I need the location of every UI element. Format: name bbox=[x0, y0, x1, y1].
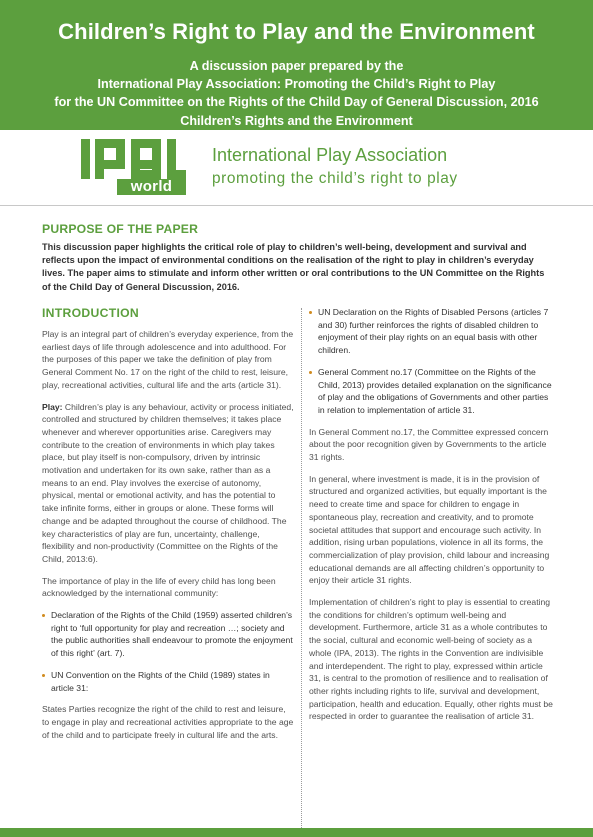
document-subtitle bbox=[0, 57, 593, 130]
document-title: Children’s Right to Play and the Environment bbox=[58, 19, 535, 44]
bullet-item: UN Declaration on the Rights of Disabled Persons (articles 7 and 30) further reinforces the rights of disabled children to enjoyment of their play rights on an equal basis with other children. bbox=[309, 306, 554, 357]
body-paragraph: Implementation of children’s right to play is essential to creating the conditions for children’s optimum well-being and development. Furthermore, article 31 as a whole contributes to the social, cultural and economic well-being of society as a whole (IPA, 2013). The rights in the Convention are indivisible and interdependent. The right to play, expressed within article 31, is central to the promotion of resilience and to realisation of other rights including rights to life, survival and development, participation, health and education. Equally, other rights must be respected in order to guarantee the realisation of article 31. bbox=[309, 597, 553, 722]
right-column bbox=[309, 306, 554, 732]
ipa-world-logo bbox=[81, 139, 186, 195]
bullet-item: UN Convention on the Rights of the Child (1989) states in article 31: bbox=[42, 669, 294, 694]
purpose-text: This discussion paper highlights the critical role of play to children’s well-being, development and survival and reflects upon the impact of environmental conditions on the realisation of the right to play in children’s everyday lives. The paper aims to stimulate and inform other written or oral contributions to the UN Committee on the Rights of the Child Day of General Discussion, 2016. bbox=[42, 242, 545, 292]
play-definition-text: Children’s play is any behaviour, activity or process initiated, controlled and structured by children themselves; it takes place whenever and wherever opportunities arise. Caregivers may contribute to the creation of environments in which play takes place, but play itself is non-compulsory, driven by intrinsic motivation and undertaken for its own sake, rather than as a means to an end. Play involves the exercise of autonomy, physical, mental or emotional activity, and has the potential to take infinite forms, either in groups or alone. These forms will change and be adapted throughout the course of childhood. The key characteristics of play are fun, uncertainty, challenge, flexibility and non-productivity (Committee on the Rights of the Child, 2013:6). bbox=[42, 401, 294, 564]
subtitle-line: Children’s Rights and the Environment bbox=[180, 113, 413, 128]
ipa-logo-icon bbox=[81, 139, 186, 179]
bullet-item: Declaration of the Rights of the Child (1959) asserted children’s right to ‘full opportunity for play and recreation …; society and the public authorities shall endeavour to promote the enjoyment of this right’ (art. 7). bbox=[42, 609, 294, 660]
subtitle-line: for the UN Committee on the Rights of the Child Day of General Discussion, 2016 bbox=[54, 95, 539, 110]
importance-paragraph: The importance of play in the life of every child has long been acknowledged by the international community: bbox=[42, 575, 276, 599]
body-paragraph: In general, where investment is made, it is in the provision of structured and organized activities, but equally important is the need to create time and space for children to engage in spontaneous play, recreation and creativity, and to promote societal attitudes that support and encourage such activity. In addition, rising urban populations, violence in all its forms, the commercialization of play provision, child labour and increasing educational demands are all affecting children’s opportunity to enjoy their article 31 rights. bbox=[309, 473, 550, 586]
logo-world-label: world bbox=[117, 179, 186, 195]
subtitle-line: International Play Association: Promoting the Child’s Right to Play bbox=[97, 77, 496, 92]
states-parties-paragraph: States Parties recognize the right of the child to rest and leisure, to engage in play and recreational activities appropriate to the age of the child and to participate freely in cultural life and the arts. bbox=[42, 704, 294, 740]
footer-bar bbox=[0, 828, 593, 837]
organisation-tagline: promoting the child’s right to play bbox=[212, 170, 458, 187]
bullet-item: General Comment no.17 (Committee on the Rights of the Child, 2013) provides detailed explanation on the significance of play and the obligations of Governments and other parties in relation to implementation of article 31. bbox=[309, 366, 554, 417]
column-divider bbox=[301, 308, 302, 828]
title-banner bbox=[0, 0, 593, 130]
play-definition-paragraph bbox=[42, 401, 294, 566]
header-divider bbox=[0, 205, 593, 206]
purpose-heading: PURPOSE OF THE PAPER bbox=[42, 222, 199, 236]
left-column bbox=[42, 306, 294, 750]
intro-paragraph: Play is an integral part of children’s everyday experience, from the earliest days of life through adolescence and into adulthood. For the purposes of this paper we take the definition of play from General Comment No. 17 on the right of the child to rest, leisure, play, recreational activities, cultural life and the arts (article 31). bbox=[42, 329, 294, 390]
body-paragraph: In General Comment no.17, the Committee expressed concern about the poor recognition given by Governments to the article 31 rights. bbox=[309, 426, 549, 463]
organisation-name: International Play Association bbox=[212, 145, 448, 165]
introduction-heading: INTRODUCTION bbox=[42, 306, 140, 320]
play-label: Play: bbox=[42, 401, 63, 412]
subtitle-line: A discussion paper prepared by the bbox=[189, 59, 404, 73]
